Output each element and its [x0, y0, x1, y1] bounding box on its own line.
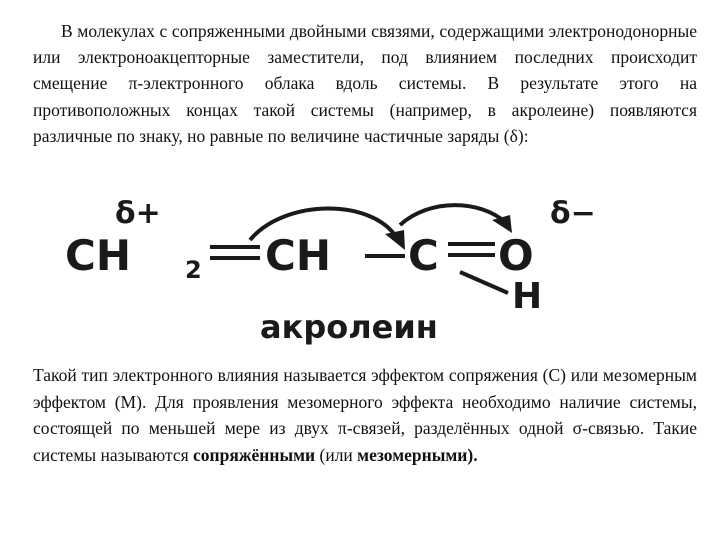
intro-paragraph-text: В молекулах с сопряженными двойными связями, содержащими электронодонорные или электроноакцепторные заместители, под влиянием последних происходит смещение π-электронного облака вдоль системы. В результате этого на противоположных концах такой системы (например, в акролеине) появляются различные по знаку, но равные по величине частичные заряды (δ): — [33, 21, 697, 146]
term-conjugated: сопряжёнными — [193, 444, 316, 465]
paragraph2-text-part2: (или — [315, 444, 358, 465]
mesomeric-effect-paragraph — [33, 362, 697, 468]
oxygen-atom: O — [498, 231, 534, 280]
intro-paragraph — [33, 18, 697, 149]
ch2-group: CH — [65, 231, 131, 280]
arrow-1-head — [385, 230, 405, 250]
acrolein-structure-diagram — [60, 190, 680, 345]
hydrogen-atom: H — [512, 276, 543, 317]
electron-shift-arrow-2 — [400, 205, 505, 225]
carbonyl-carbon: C — [408, 231, 439, 280]
term-mesomeric: мезомерными). — [357, 444, 478, 465]
ch2-subscript: 2 — [185, 256, 202, 284]
paragraph2-text-part1: Такой тип электронного влияния называется эффектом сопряжения (С) или мезомерным эффектом (М). Для проявления мезомерного эффекта необходимо наличие системы, состоящей по меньшей мере из двух π-связей, разделённых одной σ-связью. Такие системы называются — [33, 365, 697, 465]
charge-delta-minus: δ− — [550, 196, 596, 231]
ch-group: CH — [265, 231, 331, 280]
diagram-caption: акролеин — [260, 308, 438, 345]
charge-delta-plus: δ+ — [115, 196, 161, 231]
